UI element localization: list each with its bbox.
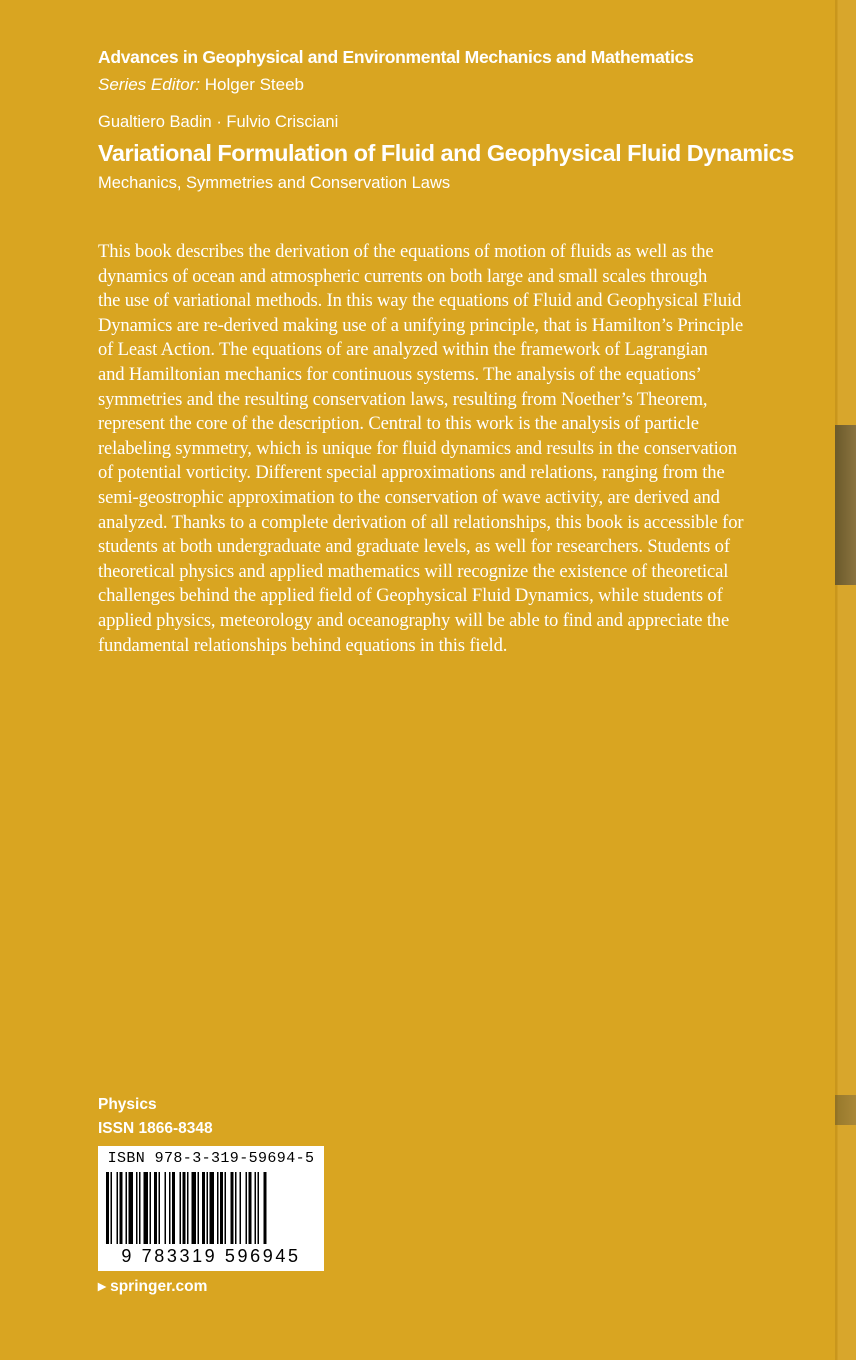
description-line: fundamental relationships behind equations in this field. — [98, 634, 508, 656]
series-editor-name: Holger Steeb — [204, 75, 305, 94]
issn-label: ISSN 1866-8348 — [98, 1120, 213, 1137]
book-title: Variational Formulation of Fluid and Geophysical Fluid Dynamics — [98, 140, 794, 166]
barcode-bar — [220, 1172, 223, 1244]
barcode-bar — [106, 1172, 109, 1244]
description-line: analyzed. Thanks to a complete derivation of all relationships, this book is accessible for — [98, 511, 744, 533]
barcode-bar — [207, 1172, 209, 1244]
description-line: symmetries and the resulting conservation laws, resulting from Noether’s Theorem, — [98, 388, 708, 410]
series-title: Advances in Geophysical and Environmental Mechanics and Mathematics — [98, 47, 694, 67]
description-line: applied physics, meteorology and oceanography will be able to find and appreciate the — [98, 609, 730, 631]
barcode-bar — [255, 1172, 257, 1244]
barcode-bar — [150, 1172, 152, 1244]
barcode-bar — [264, 1172, 267, 1244]
description-line: relabeling symmetry, which is unique for fluid dynamics and results in the conservation — [98, 437, 737, 459]
barcode-bar — [183, 1172, 186, 1244]
barcode — [98, 1146, 324, 1271]
book-authors: Gualtiero Badin · Fulvio Crisciani — [98, 113, 339, 131]
book-description — [98, 240, 778, 658]
barcode-bar — [154, 1172, 157, 1244]
barcode-bar — [136, 1172, 138, 1244]
description-line: and Hamiltonian mechanics for continuous systems. The analysis of the equations’ — [98, 363, 702, 385]
series-editor — [98, 75, 304, 95]
barcode-bar — [129, 1172, 134, 1244]
description-line: represent the core of the description. Central to this work is the analysis of particle — [98, 413, 699, 435]
barcode-bar — [111, 1172, 113, 1244]
spine-dark-band-lower — [835, 1095, 856, 1125]
barcode-bar — [139, 1172, 141, 1244]
description-line: students at both undergraduate and graduate levels, as well for researchers. Students of — [98, 536, 730, 558]
barcode-bar — [246, 1172, 248, 1244]
description-line: semi-geostrophic approximation to the conservation of wave activity, are derived and — [98, 486, 720, 508]
barcode-bar — [169, 1172, 171, 1244]
barcode-bar — [225, 1172, 227, 1244]
barcode-bar — [120, 1172, 123, 1244]
barcode-bar — [240, 1172, 242, 1244]
series-editor-label: Series Editor: — [98, 75, 201, 94]
barcode-bar — [249, 1172, 252, 1244]
barcode-bar — [258, 1172, 260, 1244]
barcode-bar — [198, 1172, 200, 1244]
barcode-bar — [210, 1172, 215, 1244]
website-link[interactable]: ▸ springer.com — [98, 1278, 208, 1295]
ean-digits: 9 783319 596945 — [121, 1246, 301, 1266]
barcode-bar — [202, 1172, 205, 1244]
barcode-bar — [180, 1172, 182, 1244]
barcode-bar — [172, 1172, 175, 1244]
barcode-bar — [159, 1172, 161, 1244]
spine-dark-band — [835, 425, 856, 585]
barcode-bar — [165, 1172, 167, 1244]
description-line: challenges behind the applied field of Geophysical Fluid Dynamics, while students of — [98, 585, 723, 607]
barcode-bar — [187, 1172, 189, 1244]
barcode-bar — [117, 1172, 119, 1244]
barcode-bar — [192, 1172, 197, 1244]
description-line: of potential vorticity. Different special approximations and relations, ranging from the — [98, 462, 725, 484]
description-line: the use of variational methods. In this way the equations of Fluid and Geophysical Fluid — [98, 290, 742, 312]
barcode-bar — [144, 1172, 149, 1244]
description-line: theoretical physics and applied mathematics will recognize the existence of theoretical — [98, 560, 729, 582]
barcode-bar — [231, 1172, 234, 1244]
barcode-bars — [104, 1172, 318, 1244]
barcode-bar — [235, 1172, 237, 1244]
subject-label: Physics — [98, 1096, 157, 1113]
description-line: of Least Action. The equations of are analyzed within the framework of Lagrangian — [98, 339, 708, 361]
spine-edge — [835, 0, 856, 1360]
isbn-label: ISBN 978-3-319-59694-5 — [107, 1150, 315, 1167]
description-line: This book describes the derivation of the equations of motion of fluids as well as the — [98, 241, 714, 262]
barcode-bar — [126, 1172, 128, 1244]
book-subtitle: Mechanics, Symmetries and Conservation Laws — [98, 174, 451, 192]
description-line: dynamics of ocean and atmospheric currents on both large and small scales through — [98, 265, 708, 287]
description-line: Dynamics are re-derived making use of a unifying principle, that is Hamilton’s Principle — [98, 314, 744, 336]
barcode-bar — [217, 1172, 219, 1244]
